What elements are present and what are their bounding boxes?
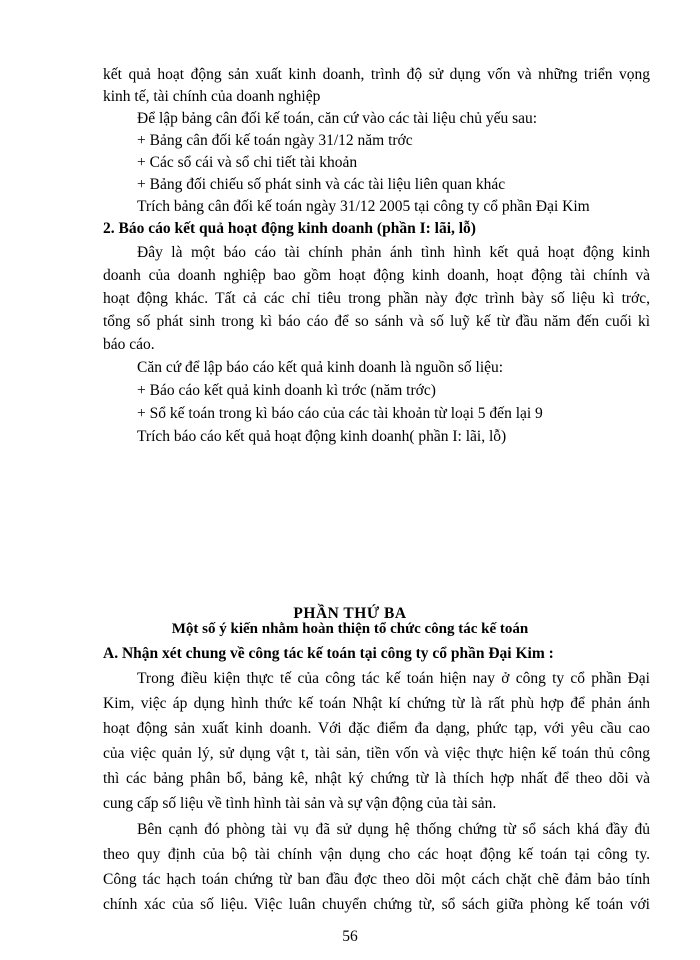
chapter-subtitle: Một số ý kiến nhằm hoàn thiện tổ chức công tác kế toán	[171, 621, 529, 637]
paragraph-line: doanh của doanh nghiệp bao gồm hoạt động kinh doanh, hoạt động tài chính và	[103, 267, 650, 284]
paragraph-line: hoạt động sản xuất kinh doanh. Với đặc điểm đa dạng, phức tạp, với yêu cầu cao	[103, 720, 650, 737]
list-item: + Sổ kế toán trong kì báo cáo của các tài khoản từ loại 5 đến lại 9	[137, 405, 543, 422]
paragraph-line: Để lập bảng cân đối kế toán, căn cứ vào các tài liệu chủ yếu sau:	[137, 110, 538, 127]
section-heading: 2. Báo cáo kết quả hoạt động kinh doanh (phần I: lãi, lỗ)	[103, 220, 476, 237]
list-item: + Bảng cân đối kế toán ngày 31/12 năm trớc	[137, 132, 413, 149]
paragraph-line: Công tác hạch toán chứng từ ban đầu đợc theo dõi một cách chặt chẽ đảm bảo tính	[103, 871, 650, 888]
list-item: + Bảng đối chiếu số phát sinh và các tài liệu liên quan khác	[137, 176, 506, 193]
paragraph-line: Bên cạnh đó phòng tài vụ đã sử dụng hệ thống chứng từ sổ sách khá đầy đủ	[137, 821, 650, 838]
paragraph-line: cung cấp số liệu về tình hình tài sản và sự vận động của tài sản.	[103, 795, 497, 812]
paragraph-line: Căn cứ để lập báo cáo kết quả kinh doanh là nguồn số liệu:	[137, 359, 504, 376]
paragraph-line: kinh tế, tài chính của doanh nghiệp	[103, 88, 321, 105]
section-heading: A. Nhận xét chung về công tác kế toán tại công ty cổ phần Đại Kim :	[103, 645, 554, 662]
paragraph-line: của việc quản lý, sử dụng vật t, tài sản, tiền vốn và việc thực hiện kế toán thủ công	[103, 745, 650, 762]
paragraph-line: chính xác của số liệu. Việc luân chuyển chứng từ, sổ sách giữa phòng kế toán với	[103, 896, 650, 913]
paragraph-line: Trích bảng cân đối kế toán ngày 31/12 2005 tại công ty cổ phần Đại Kim	[137, 198, 590, 215]
paragraph-line: báo cáo.	[103, 336, 155, 353]
paragraph-line: Đây là một báo cáo tài chính phản ánh tình hình kết quả hoạt động kinh	[137, 244, 650, 261]
list-item: + Báo cáo kết quả kinh doanh kì trớc (năm trớc)	[137, 382, 436, 399]
paragraph-line: thì các bảng phân bổ, bảng kê, nhật ký chứng từ là thích hợp nhất để theo dõi và	[103, 770, 650, 787]
paragraph-line: theo quy định của bộ tài chính vận dụng cho các hoạt động kế toán tại công ty.	[103, 846, 650, 863]
page-number: 56	[342, 928, 358, 945]
paragraph-line: Trích báo cáo kết quả hoạt động kinh doanh( phần I: lãi, lỗ)	[137, 428, 507, 445]
paragraph-line: kết quả hoạt động sản xuất kinh doanh, trình độ sử dụng vốn và những triển vọng	[103, 66, 650, 83]
paragraph-line: Trong điều kiện thực tế của công tác kế toán hiện nay ở công ty cổ phần Đại	[137, 670, 650, 687]
paragraph-line: hoạt động khác. Tất cả các chỉ tiêu trong phần này đợc trình bày số liệu kì trớc,	[103, 290, 650, 307]
paragraph-line: Kim, việc áp dụng hình thức kế toán Nhật kí chứng từ là rất phù hợp để phản ánh	[103, 695, 650, 712]
chapter-title: PHẦN THỨ BA	[293, 605, 407, 622]
paragraph-line: tổng số phát sinh trong kì báo cáo để so sánh và số luỹ kế từ đầu năm đến cuối kì	[103, 313, 650, 330]
list-item: + Các sổ cái và sổ chi tiết tài khoản	[137, 154, 358, 171]
